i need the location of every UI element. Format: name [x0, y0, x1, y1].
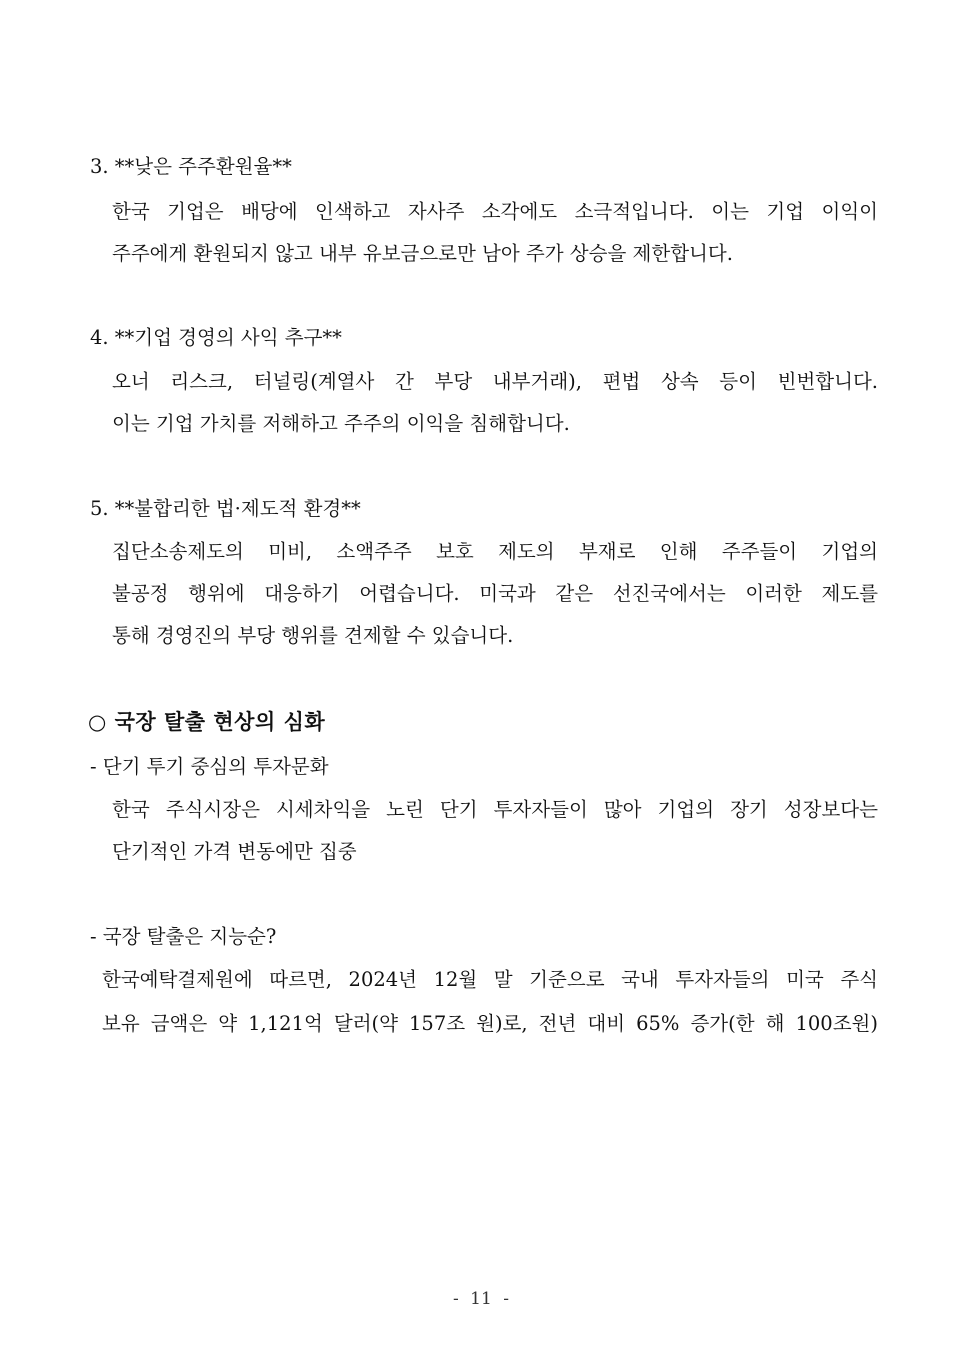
item-4-title: 4. **기업 경영의 사익 추구**	[90, 326, 342, 349]
subsection-1-line-1: 한국 주식시장은 시세차익을 노린 단기 투자자들이 많아 기업의 장기 성장보다는	[112, 798, 878, 821]
item-3-title: 3. **낮은 주주환원율**	[90, 155, 292, 178]
item-4-line-1: 오너 리스크, 터널링(계열사 간 부당 내부거래), 편법 상속 등이 빈번합니다.	[112, 370, 878, 393]
subsection-1-line-2: 단기적인 가격 변동에만 집중	[112, 840, 357, 863]
item-5-line-2: 불공정 행위에 대응하기 어렵습니다. 미국과 같은 선진국에서는 이러한 제도를	[112, 582, 878, 605]
item-4-line-2: 이는 기업 가치를 저해하고 주주의 이익을 침해합니다.	[112, 412, 570, 435]
section-heading: ○ 국장 탈출 현상의 심화	[88, 710, 326, 734]
item-5-title: 5. **불합리한 법·제도적 환경**	[90, 497, 361, 520]
page-number: - 11 -	[453, 1289, 509, 1309]
subsection-2-line-1: 한국예탁결제원에 따르면, 2024년 12월 말 기준으로 국내 투자자들의 미국 주식	[102, 968, 878, 991]
item-3-line-1: 한국 기업은 배당에 인색하고 자사주 소각에도 소극적입니다. 이는 기업 이익이	[112, 200, 878, 223]
subsection-1-title: - 단기 투기 중심의 투자문화	[90, 755, 329, 778]
subsection-2-title: - 국장 탈출은 지능순?	[90, 925, 277, 948]
item-5-line-1: 집단소송제도의 미비, 소액주주 보호 제도의 부재로 인해 주주들이 기업의	[112, 540, 878, 563]
item-5-line-3: 통해 경영진의 부당 행위를 견제할 수 있습니다.	[112, 624, 514, 647]
item-3-line-2: 주주에게 환원되지 않고 내부 유보금으로만 남아 주가 상승을 제한합니다.	[112, 242, 733, 265]
subsection-2-line-2: 보유 금액은 약 1,121억 달러(약 157조 원)로, 전년 대비 65% 증가(한 해 100조원)	[102, 1012, 878, 1035]
